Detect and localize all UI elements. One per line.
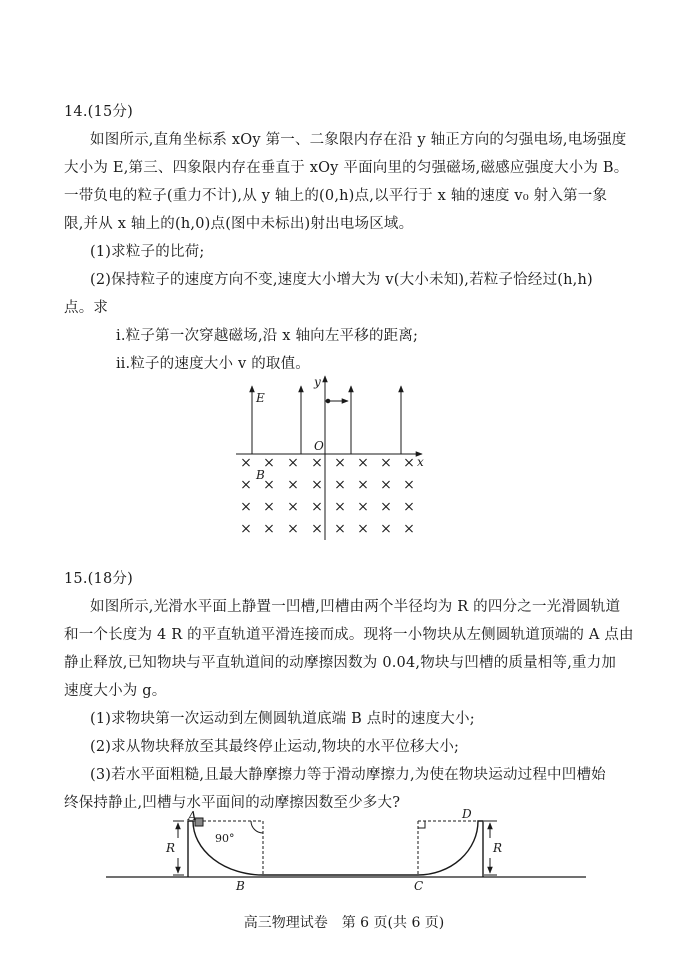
field-cross: × (334, 455, 346, 471)
label-R-left: R (166, 841, 176, 855)
q14-part1: (1)求粒子的比荷; (90, 244, 205, 260)
label-B: B (256, 468, 265, 482)
q14-sub-i: ⅰ.粒子第一次穿越磁场,沿 x 轴向左平移的距离; (116, 328, 419, 344)
groove-outline (188, 821, 483, 877)
field-cross: × (311, 455, 323, 471)
field-cross: × (287, 477, 299, 493)
field-cross: × (334, 521, 346, 537)
label-angle: 90° (215, 832, 235, 845)
q15-part2: (2)求从物块释放至其最终停止运动,物块的水平位移大小; (90, 739, 460, 755)
field-cross: × (287, 521, 299, 537)
label-B: B (236, 879, 245, 893)
field-cross: × (403, 477, 415, 493)
field-cross: × (334, 499, 346, 515)
label-E: E (256, 391, 265, 405)
field-cross: × (357, 455, 369, 471)
field-cross: × (263, 499, 275, 515)
field-cross: × (311, 521, 323, 537)
field-cross: × (263, 521, 275, 537)
label-x: x (417, 455, 424, 469)
field-cross: × (263, 477, 275, 493)
q14-sub-ii: ⅱ.粒子的速度大小 v 的取值。 (116, 356, 310, 372)
q14-text-line: 大小为 E,第三、四象限内存在垂直于 xOy 平面向里的匀强磁场,磁感应强度大小为 B。 (64, 160, 629, 176)
particle-dot (326, 399, 330, 403)
q14-part2: (2)保持粒子的速度方向不变,速度大小增大为 v(大小未知),若粒子恰经过(h,h) (90, 272, 593, 288)
q14-text-line: 一带负电的粒子(重力不计),从 y 轴上的(0,h)点,以平行于 x 轴的速度 v₀ 射入第一象 (64, 188, 608, 204)
label-C: C (414, 879, 424, 893)
q15-part3-cont: 终保持静止,凹槽与水平面间的动摩擦因数至少多大? (64, 795, 401, 811)
field-cross: × (311, 477, 323, 493)
q15-text-line: 如图所示,光滑水平面上静置一凹槽,凹槽由两个半径均为 R 的四分之一光滑圆轨道 (90, 599, 621, 615)
field-cross: × (311, 499, 323, 515)
label-R-right: R (493, 841, 503, 855)
label-D: D (462, 807, 472, 821)
figure-15 (106, 818, 586, 877)
q14-text-line: 限,并从 x 轴上的(h,0)点(图中未标出)射出电场区域。 (64, 216, 414, 232)
field-cross: × (380, 521, 392, 537)
field-cross: × (380, 499, 392, 515)
field-cross: × (263, 455, 275, 471)
page-footer: 高三物理试卷 第 6 页(共 6 页) (243, 915, 445, 931)
field-cross: × (357, 499, 369, 515)
magnetic-field-crosses (240, 455, 415, 537)
field-cross: × (240, 455, 252, 471)
q14-part2-cont: 点。求 (64, 300, 109, 316)
field-cross: × (287, 499, 299, 515)
field-cross: × (380, 455, 392, 471)
field-cross: × (380, 477, 392, 493)
q15-text-line: 和一个长度为 4 R 的平直轨道平滑连接而成。现将一小物块从左侧圆轨道顶端的 A 点由 (64, 627, 634, 643)
field-cross: × (357, 477, 369, 493)
field-cross: × (240, 477, 252, 493)
field-cross: × (403, 499, 415, 515)
q15-title: 15.(18分) (64, 571, 133, 587)
field-cross: × (287, 455, 299, 471)
field-cross: × (240, 521, 252, 537)
q14-text-line: 如图所示,直角坐标系 xOy 第一、二象限内存在沿 y 轴正方向的匀强电场,电场强度 (90, 132, 627, 148)
q15-text-line: 速度大小为 g。 (64, 683, 167, 699)
q15-part1: (1)求物块第一次运动到左侧圆轨道底端 B 点时的速度大小; (90, 711, 475, 727)
field-cross: × (403, 455, 415, 471)
label-O: O (314, 439, 324, 453)
field-cross: × (357, 521, 369, 537)
q14-title: 14.(15分) (64, 104, 133, 120)
right-angle-mark (418, 821, 425, 828)
field-cross: × (240, 499, 252, 515)
q15-part3: (3)若水平面粗糙,且最大静摩擦力等于滑动摩擦力,为使在物块运动过程中凹槽始 (90, 767, 606, 783)
field-cross: × (403, 521, 415, 537)
angle-arc (251, 821, 263, 833)
q15-text-line: 静止释放,已知物块与平直轨道间的动摩擦因数为 0.04,物块与凹槽的质量相等,重力加 (64, 655, 617, 671)
label-y: y (314, 375, 321, 389)
field-cross: × (334, 477, 346, 493)
label-A: A (188, 809, 197, 823)
